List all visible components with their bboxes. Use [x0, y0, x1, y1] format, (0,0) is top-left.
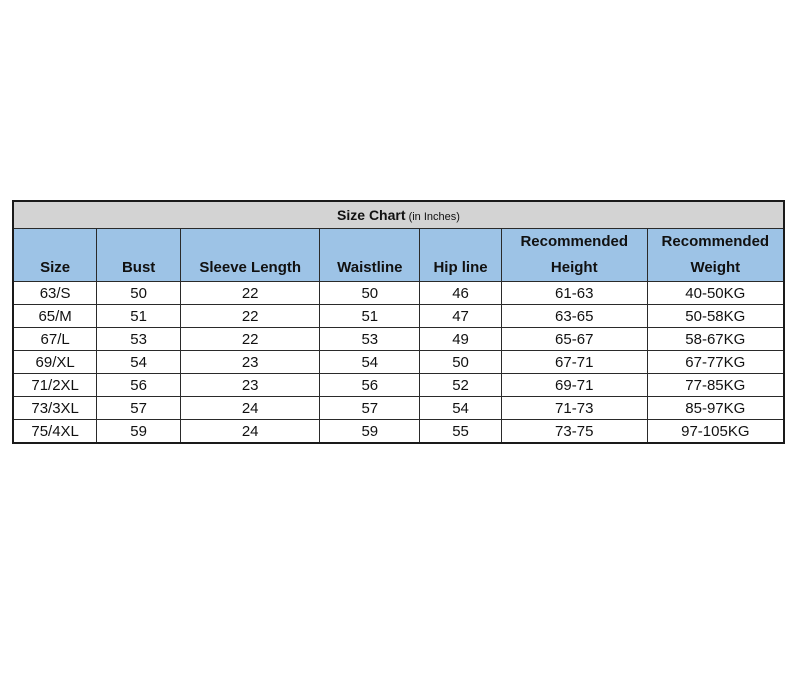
cell-height: 67-71: [501, 351, 647, 374]
title-row: [13, 201, 784, 229]
header-sleeve-length: Sleeve Length: [180, 229, 319, 282]
cell-size: 75/4XL: [13, 420, 97, 444]
cell-bust: 51: [97, 305, 181, 328]
cell-hip: 54: [420, 397, 502, 420]
table-row: [13, 397, 784, 420]
table-row: [13, 351, 784, 374]
cell-waist: 51: [320, 305, 420, 328]
cell-bust: 53: [97, 328, 181, 351]
header-height-line2: Height: [550, 259, 598, 276]
cell-weight: 97-105KG: [647, 420, 784, 444]
cell-sleeve: 22: [180, 328, 319, 351]
cell-bust: 59: [97, 420, 181, 444]
cell-weight: 58-67KG: [647, 328, 784, 351]
cell-size: 69/XL: [13, 351, 97, 374]
cell-hip: 50: [420, 351, 502, 374]
table-title: [13, 201, 784, 229]
header-recommended-height: [501, 229, 647, 282]
cell-waist: 59: [320, 420, 420, 444]
cell-weight: 40-50KG: [647, 282, 784, 305]
table-row: [13, 420, 784, 444]
header-size: Size: [13, 229, 97, 282]
cell-bust: 57: [97, 397, 181, 420]
title-sub: (in Inches): [405, 211, 460, 223]
cell-sleeve: 22: [180, 282, 319, 305]
cell-sleeve: 23: [180, 374, 319, 397]
title-main: Size Chart: [337, 207, 406, 223]
header-waistline: Waistline: [320, 229, 420, 282]
table-row: [13, 305, 784, 328]
cell-hip: 49: [420, 328, 502, 351]
header-height-line1: Recommended: [520, 233, 628, 250]
cell-waist: 57: [320, 397, 420, 420]
cell-height: 61-63: [501, 282, 647, 305]
cell-size: 63/S: [13, 282, 97, 305]
header-bust: Bust: [97, 229, 181, 282]
cell-waist: 56: [320, 374, 420, 397]
cell-sleeve: 24: [180, 397, 319, 420]
table-row: [13, 282, 784, 305]
cell-sleeve: 23: [180, 351, 319, 374]
header-weight-line2: Weight: [690, 259, 741, 276]
cell-waist: 54: [320, 351, 420, 374]
cell-size: 73/3XL: [13, 397, 97, 420]
cell-height: 65-67: [501, 328, 647, 351]
cell-hip: 47: [420, 305, 502, 328]
header-weight-line1: Recommended: [661, 233, 770, 250]
header-row: [13, 229, 784, 282]
cell-waist: 53: [320, 328, 420, 351]
cell-size: 65/M: [13, 305, 97, 328]
table-row: [13, 328, 784, 351]
cell-waist: 50: [320, 282, 420, 305]
size-chart-table: [12, 200, 785, 444]
cell-hip: 55: [420, 420, 502, 444]
cell-bust: 56: [97, 374, 181, 397]
table-row: [13, 374, 784, 397]
cell-size: 67/L: [13, 328, 97, 351]
cell-height: 71-73: [501, 397, 647, 420]
cell-weight: 50-58KG: [647, 305, 784, 328]
cell-weight: 85-97KG: [647, 397, 784, 420]
cell-height: 73-75: [501, 420, 647, 444]
cell-hip: 52: [420, 374, 502, 397]
cell-size: 71/2XL: [13, 374, 97, 397]
cell-weight: 77-85KG: [647, 374, 784, 397]
cell-height: 69-71: [501, 374, 647, 397]
header-hip-line: Hip line: [420, 229, 502, 282]
cell-weight: 67-77KG: [647, 351, 784, 374]
cell-sleeve: 22: [180, 305, 319, 328]
cell-hip: 46: [420, 282, 502, 305]
cell-height: 63-65: [501, 305, 647, 328]
header-recommended-weight: [647, 229, 784, 282]
cell-bust: 54: [97, 351, 181, 374]
cell-bust: 50: [97, 282, 181, 305]
cell-sleeve: 24: [180, 420, 319, 444]
